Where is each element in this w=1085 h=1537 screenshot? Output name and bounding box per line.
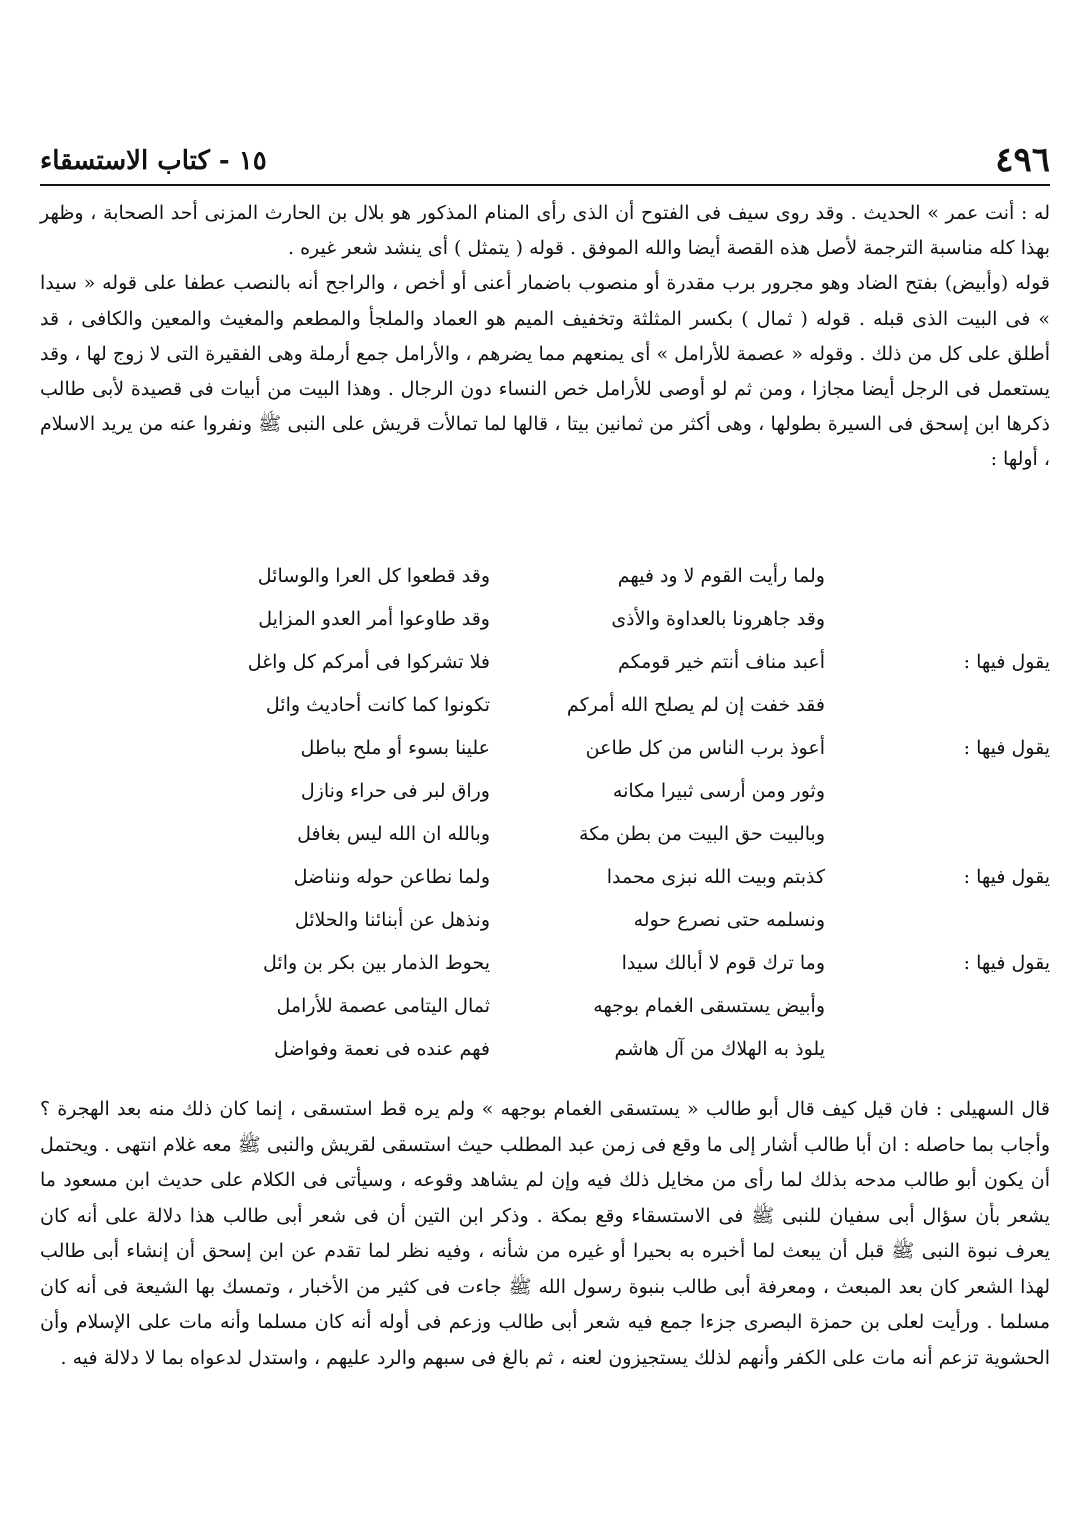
poem-first-hemistich: فقد خفت إن لم يصلح الله أمركم — [566, 694, 825, 716]
commentary-top — [40, 196, 1050, 478]
poem-second-hemistich: وقد قطعوا كل العرا والوسائل — [257, 565, 490, 587]
poem-second-hemistich: ولما نطاعن حوله ونناضل — [293, 866, 490, 888]
poem-line — [40, 599, 1050, 639]
poem-marker: يقول فيها : — [963, 651, 1050, 673]
poem-first-hemistich: ونسلمه حتى نصرع حوله — [633, 909, 825, 931]
poem-line — [40, 685, 1050, 725]
paragraph: له : أنت عمر » الحديث . وقد روى سيف فى الفتوح أن الذى رأى المنام المذكور هو بلال بن الحارث المزنى أحد الصحابة ، وظهر بهذا كله مناسبة الترجمة لأصل هذه القصة أيضا والله الموفق . قوله ( يتمثل ) أى ينشد شعر غيره . — [40, 202, 1050, 260]
poem-line — [40, 814, 1050, 854]
running-title: ١٥ - كتاب الاستسقاء — [40, 146, 267, 176]
poem-line — [40, 728, 1050, 768]
poem-second-hemistich: تكونوا كما كانت أحاديث وائل — [265, 694, 490, 716]
poem-first-hemistich: يلوذ به الهلاك من آل هاشم — [614, 1038, 825, 1060]
poem-line — [40, 1029, 1050, 1069]
poem-second-hemistich: وقد طاوعوا أمر العدو المزايل — [258, 608, 490, 630]
poem-line — [40, 642, 1050, 682]
commentary-bottom — [40, 1092, 1050, 1376]
poem — [40, 556, 1050, 1076]
poem-second-hemistich: ونذهل عن أبنائنا والحلائل — [294, 909, 490, 931]
poem-first-hemistich: وقد جاهرونا بالعداوة والأذى — [611, 608, 825, 630]
poem-second-hemistich: علينا بسوء أو ملح بباطل — [300, 737, 490, 759]
poem-second-hemistich: فلا تشركوا فى أمركم كل واغل — [247, 651, 490, 673]
poem-first-hemistich: ولما رأيت القوم لا ود فيهم — [617, 565, 825, 587]
poem-marker: يقول فيها : — [963, 866, 1050, 888]
paragraph: قوله (وأبيض) بفتح الضاد وهو مجرور برب مقدرة أو منصوب باضمار أعنى أو أخص ، والراجح أنه بالنصب عطفا على قوله « سيدا » فى البيت الذى قبله . قوله ( ثمال ) بكسر المثلثة وتخفيف الميم هو العماد والملجأ والمطعم والمغيث والمعين والكافى ، قد أطلق على كل من ذلك . وقوله « عصمة للأرامل » أى يمنعهم مما يضرهم ، والأرامل جمع أرملة وهى الفقيرة التى لا زوج لها ، وقد يستعمل فى الرجل أيضا مجازا ، ومن ثم لو أوصى للأرامل خص النساء دون الرجال . وهذا البيت من أبيات فى قصيدة لأبى طالب ذكرها ابن إسحق فى السيرة بطولها ، وهى أكثر من ثمانين بيتا ، قالها لما تمالأت قريش على النبى ﷺ ونفروا عنه من يريد الاسلام ، أولها : — [40, 272, 1050, 471]
poem-first-hemistich: وثور ومن أرسى ثبيرا مكانه — [612, 780, 825, 802]
paragraph: قال السهيلى : فان قيل كيف قال أبو طالب « يستسقى الغمام بوجهه » ولم يره قط استسقى ، إنما كان ذلك منه بعد الهجرة ؟ وأجاب بما حاصله : ان أبا طالب أشار إلى ما وقع فى زمن عبد المطلب حيث استسقى لقريش والنبى ﷺ معه غلام انتهى . ويحتمل أن يكون أبو طالب مدحه بذلك لما رأى من مخايل ذلك فيه وإن لم يشاهد وقوعه ، وسيأتى فى الكلام على حديث ابن مسعود ما يشعر بأن سؤال أبى سفيان للنبى ﷺ فى الاستسقاء وقع بمكة . وذكر ابن التين أن فى شعر أبى طالب هذا دلالة على أنه كان يعرف نبوة النبى ﷺ قبل أن يبعث لما أخبره به بحيرا أو غيره من شأنه ، وفيه نظر لما تقدم عن ابن إسحق أن إنشاء أبى طالب لهذا الشعر كان بعد المبعث ، ومعرفة أبى طالب بنبوة رسول الله ﷺ جاءت فى كثير من الأخبار ، وتمسك بها الشيعة فى أنه كان مسلما . ورأيت لعلى بن حمزة البصرى جزءا جمع فيه شعر أبى طالب وزعم فى أوله أنه كان مسلما وأنه مات على الإسلام وأن الحشوية تزعم أنه مات على الكفر وأنهم لذلك يستجيزون لعنه ، ثم بالغ فى سبهم والرد عليهم ، واستدل لدعواه بما لا دلالة فيه . — [40, 1098, 1050, 1369]
poem-first-hemistich: أعبد مناف أنتم خير قومكم — [618, 651, 825, 673]
poem-line — [40, 857, 1050, 897]
poem-line — [40, 900, 1050, 940]
poem-second-hemistich: فهم عنده فى نعمة وفواضل — [273, 1038, 490, 1060]
poem-line — [40, 986, 1050, 1026]
poem-second-hemistich: يحوط الذمار بين بكر بن وائل — [263, 952, 490, 974]
poem-line — [40, 771, 1050, 811]
poem-first-hemistich: كذبتم وبيت الله نبزى محمدا — [606, 866, 825, 888]
page-header — [40, 140, 1050, 186]
poem-line — [40, 556, 1050, 596]
poem-line — [40, 943, 1050, 983]
poem-second-hemistich: وبالله ان الله ليس بغافل — [297, 823, 490, 845]
poem-second-hemistich: ثمال اليتامى عصمة للأرامل — [276, 995, 490, 1017]
poem-first-hemistich: وأبيض يستسقى الغمام بوجهه — [593, 995, 825, 1017]
poem-first-hemistich: أعوذ برب الناس من كل طاعن — [585, 737, 825, 759]
poem-marker: يقول فيها : — [963, 737, 1050, 759]
page-number: ٤٩٦ — [995, 140, 1050, 180]
poem-first-hemistich: وبالبيت حق البيت من بطن مكة — [579, 823, 825, 845]
poem-marker: يقول فيها : — [963, 952, 1050, 974]
poem-second-hemistich: وراق لبر فى حراء ونازل — [300, 780, 490, 802]
poem-first-hemistich: وما ترك قوم لا أبالك سيدا — [621, 952, 825, 974]
